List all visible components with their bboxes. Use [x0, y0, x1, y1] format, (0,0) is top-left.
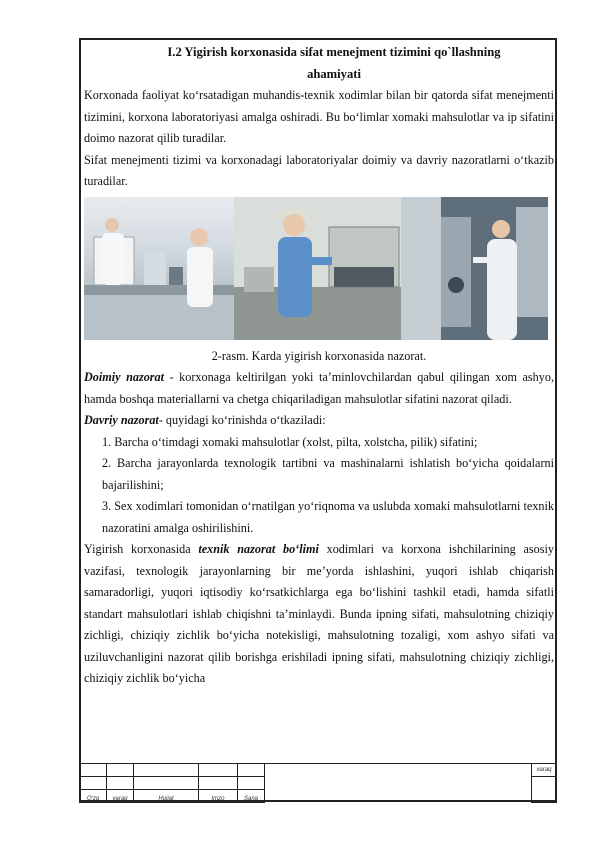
paragraph-control-types: Sifat menejmenti tizimi va korxonadagi laboratoriyalar doimiy va davriy nazoratlarni o‘tkazib turadilar. — [84, 152, 554, 188]
stamp-col-signature: Imzo — [199, 790, 238, 803]
document-body — [84, 40, 554, 751]
stamp-col-change: O‘zg — [80, 790, 107, 803]
numbered-list — [84, 432, 554, 540]
technical-control-lead: Yigirish korxonasida — [84, 542, 199, 556]
term-technical-control: texnik nazorat bo‘limi — [198, 542, 319, 556]
list-item: 2. Barcha jarayonlarda texnologik tartibni va mashinalarni ishlatish bo‘yicha qoidalarni bajarilishini; — [102, 456, 554, 492]
lab-photo-1 — [84, 197, 234, 340]
stamp-col-document: Hujjat — [134, 790, 199, 803]
periodic-control-text: - quyidagi ko‘rinishda o‘tkaziladi: — [158, 413, 326, 427]
term-periodic-control: Davriy nazorat — [84, 413, 159, 427]
stamp-col-sheet: varaq — [107, 790, 134, 803]
paragraph-technical-control — [84, 539, 554, 690]
section-heading — [84, 41, 554, 85]
lab-photo-3 — [401, 197, 548, 340]
sheet-label: varaq — [532, 764, 557, 777]
heading-line-2: ahamiyati — [307, 67, 361, 81]
paragraph-constant-control — [84, 367, 554, 410]
title-block — [79, 763, 557, 802]
list-item: 3. Sex xodimlari tomonidan o‘rnatilgan yo‘riqnoma va uslubda xomaki mahsulotlarni texnik nazoratini amalga oshirilishini. — [102, 499, 554, 535]
technical-control-text: xodimlari va korxona ishchilarining asosiy vazifasi, texnologik jarayonlarning bir me’yorda ishlashini, yuqori ishlab chiqarish samaradorligi, yuqori iqtisodiy ko‘rsatkichlarga ega bo‘lishini tashkil etadi, hamda sifatli standart mahsulotlari ishlab chiqishni ta’minlaydi. Bunda ipning sifati, mahsulotning chiziqiy zichligi, chiziqiy zichlik bo‘yicha notekisligi, mahsulotning tozaligi, xom ashyo sifati va uziluvchanligini nazorat qilib borishga erishiladi ipning sifati, mahsulotning chiziqiy zichligi, chiziqiy zichlik bo‘yicha — [84, 542, 554, 685]
constant-control-text: - korxonaga keltirilgan yoki ta’minlovchilardan qabul qilingan xom ashyo, hamda boshqa materiallarni va chetga chiqariladigan mahsulotlar sifatini nazorat qiladi. — [84, 370, 554, 406]
term-constant-control: Doimiy nazorat — [84, 370, 165, 384]
figure-caption: 2-rasm. Karda yigirish korxonasida nazorat. — [211, 348, 427, 363]
lab-photo-2 — [234, 197, 401, 340]
figure-photos — [84, 197, 554, 340]
list-item: 1. Barcha o‘timdagi xomaki mahsulotlar (xolst, pilta, xolstcha, pilik) sifatini; — [102, 434, 478, 449]
heading-line-1: I.2 Yigirish korxonasida sifat menejment tizimini qo`llashning — [167, 45, 501, 59]
paragraph-intro: Korxonada faoliyat ko‘rsatadigan muhandis-texnik xodimlar bilan bir qatorda sifat menejmenti tizimini, korxona laboratoriyasi amalga oshiradi. Bu bo‘limlar xomaki mahsulotlar va ip sifatini doimo nazorat qilib turadilar. — [84, 88, 554, 145]
paragraph-periodic-control — [84, 410, 554, 432]
stamp-col-date: Sana — [238, 790, 265, 803]
